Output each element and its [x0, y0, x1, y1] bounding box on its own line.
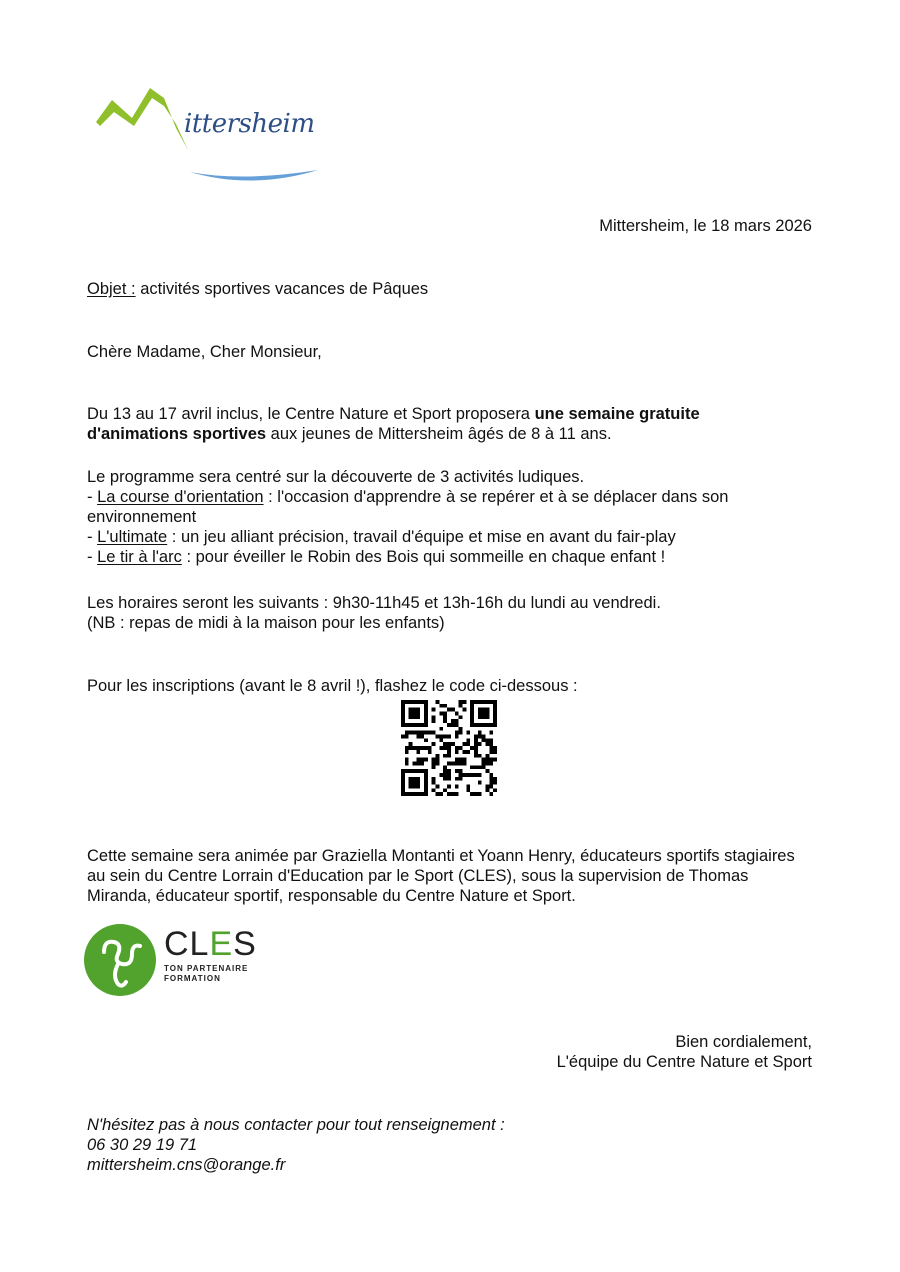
contact-block [87, 1115, 505, 1175]
intro-text-b: aux jeunes de Mittersheim âgés de 8 à 11 ans. [266, 425, 612, 443]
subject-text: activités sportives vacances de Pâques [135, 280, 429, 298]
intro-text-a: Du 13 au 17 avril inclus, le Centre Nature et Sport proposera [87, 405, 535, 423]
cles-logo [82, 922, 257, 1002]
staff-paragraph: Cette semaine sera animée par Graziella Montanti et Yoann Henry, éducateurs sportifs stagiaires au sein du Centre Lorrain d'Education par le Sport (CLES), sous la supervision de Thomas Miranda, éducateur sportif, responsable du Centre Nature et Sport. [87, 847, 795, 905]
date-line: Mittersheim, le 18 mars 2026 [599, 217, 812, 235]
closing-line: Bien cordialement, [675, 1033, 812, 1051]
programme-item: - La course d'orientation : l'occasion d'apprendre à se repérer et à se déplacer dans son environnement [87, 488, 729, 526]
activity-desc: : un jeu alliant précision, travail d'équipe et mise en avant du fair-play [167, 528, 676, 546]
cles-emblem-icon [82, 922, 158, 998]
subject-label: Objet : [87, 280, 136, 298]
schedule-note: (NB : repas de midi à la maison pour les enfants) [87, 614, 445, 632]
intro-bold: une semaine gratuite d'animations sportives [87, 405, 700, 443]
programme-item: - Le tir à l'arc : pour éveiller le Robin des Bois qui sommeille en chaque enfant ! [87, 548, 666, 566]
signature-line: L'équipe du Centre Nature et Sport [556, 1053, 812, 1071]
activity-title: L'ultimate [97, 528, 168, 546]
activity-title: La course d'orientation [97, 488, 264, 506]
qr-code[interactable] [401, 700, 497, 796]
registration-line: Pour les inscriptions (avant le 8 avril !), flashez le code ci-dessous : [87, 677, 578, 695]
contact-intro: N'hésitez pas à nous contacter pour tout renseignement : [87, 1116, 505, 1134]
activity-desc: : pour éveiller le Robin des Bois qui sommeille en chaque enfant ! [181, 548, 666, 566]
schedule-block [87, 593, 787, 633]
programme-block [87, 467, 817, 567]
contact-phone[interactable]: 06 30 29 19 71 [87, 1136, 198, 1154]
mittersheim-logo [92, 78, 332, 190]
subject-line [87, 279, 428, 299]
activity-desc: : l'occasion d'apprendre à se repérer et à se déplacer dans son environnement [87, 488, 729, 526]
contact-email[interactable]: mittersheim.cns@orange.fr [87, 1156, 286, 1174]
cles-tagline: TON PARTENAIRE FORMATION [164, 964, 249, 983]
logo-text: ittersheim [184, 109, 315, 139]
schedule-line: Les horaires seront les suivants : 9h30-11h45 et 13h-16h du lundi au vendredi. [87, 594, 661, 612]
greeting: Chère Madame, Cher Monsieur, [87, 343, 322, 361]
intro-paragraph [87, 404, 777, 444]
closing-block [557, 1032, 812, 1072]
qr-code-icon [401, 700, 497, 796]
cles-name: CLES [164, 925, 257, 963]
programme-item: - L'ultimate : un jeu alliant précision, travail d'équipe et mise en avant du fair-play [87, 528, 676, 546]
programme-intro: Le programme sera centré sur la découverte de 3 activités ludiques. [87, 468, 585, 486]
activity-title: Le tir à l'arc [97, 548, 182, 566]
